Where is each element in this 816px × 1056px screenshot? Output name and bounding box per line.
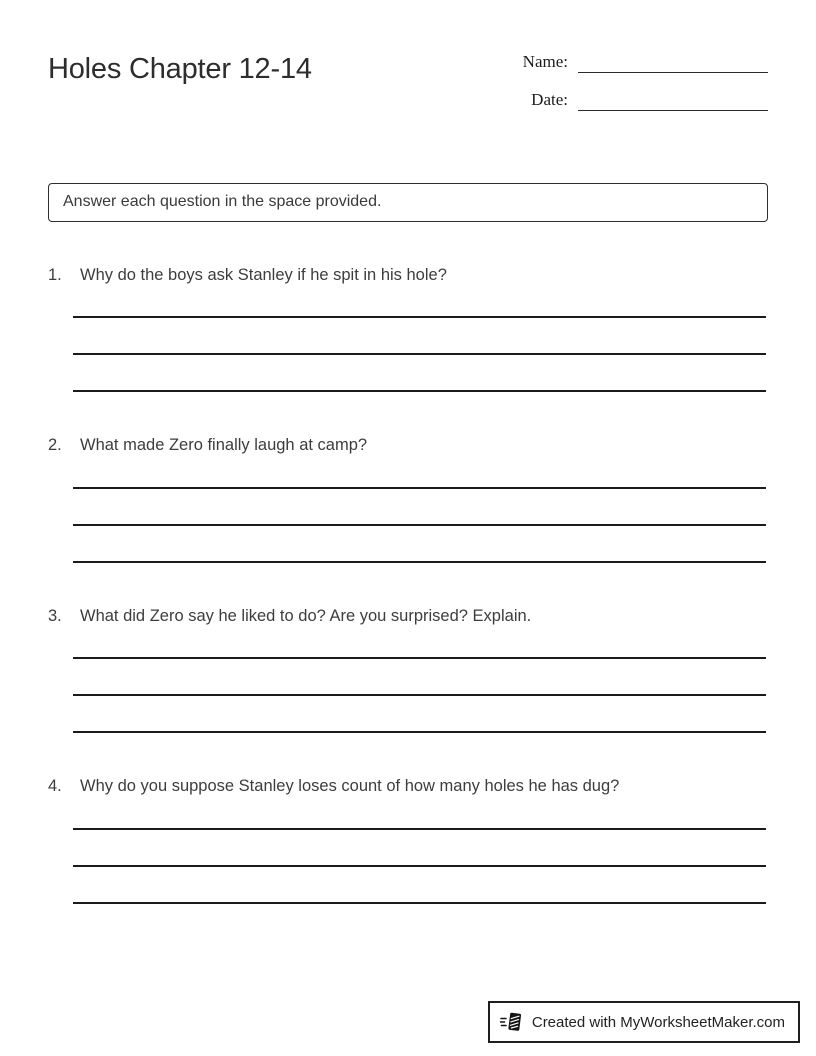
question-row	[48, 435, 768, 456]
answer-line	[73, 659, 766, 696]
answer-line	[73, 355, 766, 392]
question-text: What did Zero say he liked to do? Are you surprised? Explain.	[80, 606, 532, 625]
question-number: 1.	[48, 266, 62, 284]
name-field-row	[523, 52, 768, 73]
header	[48, 50, 768, 128]
instructions-box	[48, 183, 768, 222]
answer-area	[73, 798, 766, 904]
question-2	[48, 435, 768, 562]
answer-line	[73, 830, 766, 867]
question-text: Why do the boys ask Stanley if he spit in his hole?	[80, 266, 447, 284]
question-row	[48, 265, 768, 286]
answer-line	[73, 798, 766, 830]
name-label: Name:	[522, 52, 568, 71]
name-date-fields	[523, 50, 768, 128]
question-4	[48, 776, 768, 903]
answer-line	[73, 489, 766, 526]
answer-area	[73, 627, 766, 733]
date-field-row	[523, 90, 768, 111]
question-number: 2.	[48, 436, 62, 455]
answer-line	[73, 318, 766, 355]
answer-line	[73, 627, 766, 659]
date-label: Date:	[531, 90, 568, 109]
answer-area	[73, 286, 766, 392]
question-text: Why do you suppose Stanley loses count of how many holes he has dug?	[80, 777, 620, 796]
answer-line	[73, 696, 766, 733]
answer-line	[73, 286, 766, 318]
flying-worksheet-icon	[500, 1010, 524, 1034]
answer-line	[73, 457, 766, 489]
answer-line	[73, 867, 766, 904]
question-1	[48, 265, 768, 392]
question-row	[48, 776, 768, 797]
date-blank-line	[578, 91, 768, 111]
worksheet-maker-credit-badge	[488, 1001, 800, 1043]
name-blank-line	[578, 53, 768, 73]
question-number: 3.	[48, 606, 62, 625]
question-text: What made Zero finally laugh at camp?	[80, 436, 368, 455]
question-row	[48, 606, 768, 627]
question-number: 4.	[48, 777, 62, 796]
question-3	[48, 606, 768, 733]
answer-area	[73, 457, 766, 563]
instructions-text: Answer each question in the space provided.	[63, 193, 382, 210]
page-title: Holes Chapter 12-14	[48, 53, 312, 85]
credit-text: Created with MyWorksheetMaker.com	[531, 1013, 785, 1031]
answer-line	[73, 526, 766, 563]
